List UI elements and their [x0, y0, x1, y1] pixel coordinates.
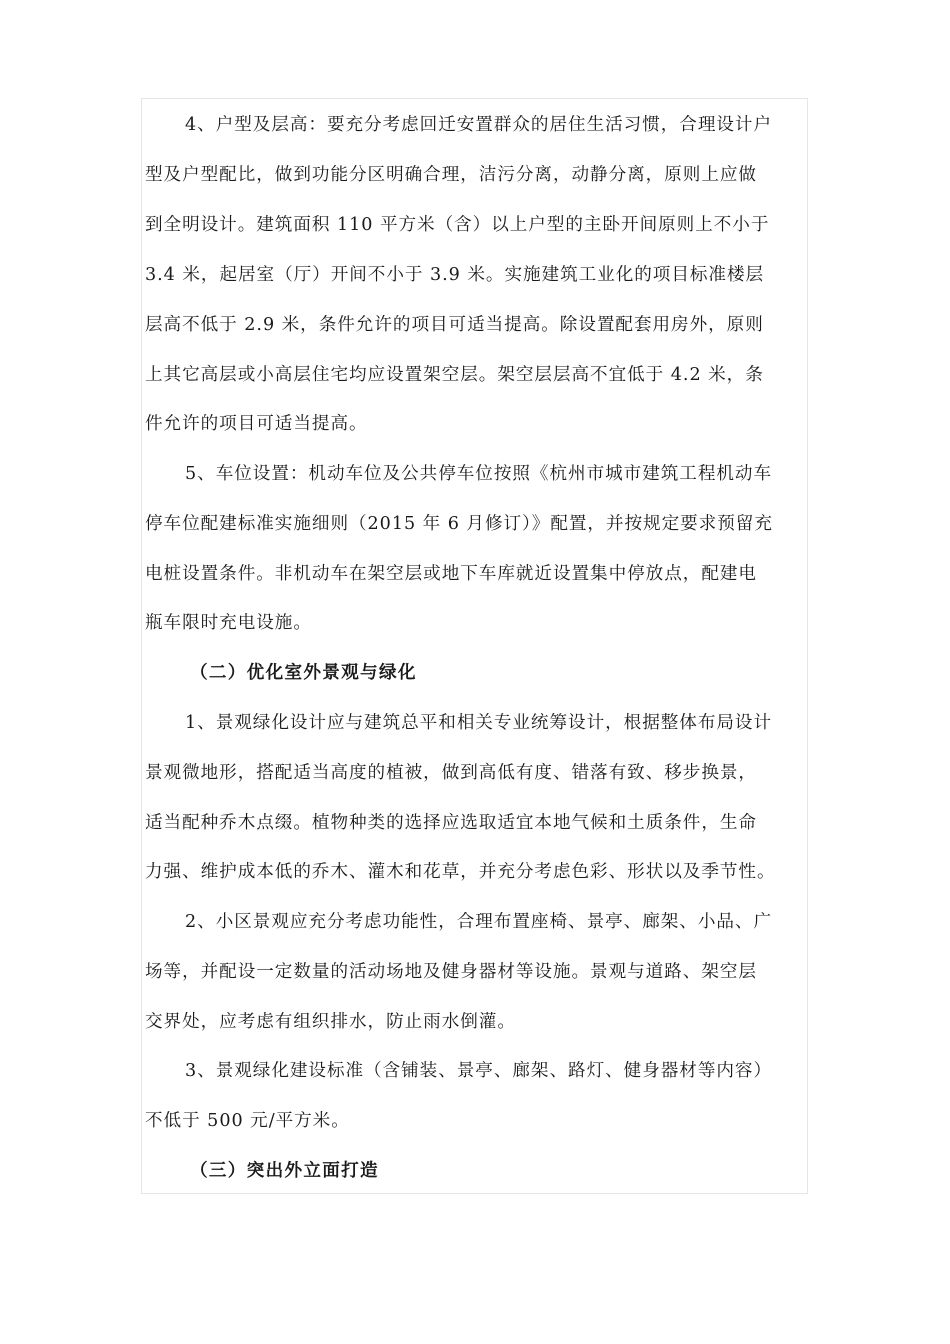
paragraph-4-line-5: 层高不低于 2.9 米，条件允许的项目可适当提高。除设置配套用房外，原则 [145, 315, 764, 335]
landscape-item-1-line-3: 适当配种乔木点缀。植物种类的选择应选取适宜本地气候和土质条件，生命 [145, 813, 757, 833]
paragraph-4-line-3: 到全明设计。建筑面积 110 平方米（含）以上户型的主卧开间原则上不小于 [145, 215, 770, 235]
landscape-item-3-line-2: 不低于 500 元/平方米。 [145, 1111, 350, 1131]
landscape-item-1-line-1: 1、景观绿化设计应与建筑总平和相关专业统筹设计，根据整体布局设计 [185, 713, 773, 733]
paragraph-5-line-4: 瓶车限时充电设施。 [145, 613, 312, 633]
paragraph-5-line-2: 停车位配建标准实施细则（2015 年 6 月修订）》配置，并按规定要求预留充 [145, 514, 773, 534]
section-heading-2: （二）优化室外景观与绿化 [190, 662, 417, 683]
landscape-item-3-line-1: 3、景观绿化建设标准（含铺装、景亭、廊架、路灯、健身器材等内容） [185, 1061, 773, 1081]
paragraph-4-line-6: 上其它高层或小高层住宅均应设置架空层。架空层层高不宜低于 4.2 米，条 [145, 365, 764, 385]
paragraph-5-line-1: 5、车位设置：机动车位及公共停车位按照《杭州市城市建筑工程机动车 [185, 464, 773, 484]
landscape-item-2-line-2: 场等，并配设一定数量的活动场地及健身器材等设施。景观与道路、架空层 [145, 962, 757, 982]
landscape-item-2-line-1: 2、小区景观应充分考虑功能性，合理布置座椅、景亭、廊架、小品、广 [185, 912, 773, 932]
section-heading-3: （三）突出外立面打造 [190, 1160, 379, 1181]
landscape-item-1-line-2: 景观微地形，搭配适当高度的植被，做到高低有度、错落有致、移步换景， [145, 763, 757, 783]
landscape-item-2-line-3: 交界处，应考虑有组织排水，防止雨水倒灌。 [145, 1012, 516, 1032]
paragraph-4-line-7: 件允许的项目可适当提高。 [145, 414, 368, 434]
paragraph-5-line-3: 电桩设置条件。非机动车在架空层或地下车库就近设置集中停放点，配建电 [145, 564, 757, 584]
landscape-item-1-line-4: 力强、维护成本低的乔木、灌木和花草，并充分考虑色彩、形状以及季节性。 [145, 862, 776, 882]
paragraph-4-line-4: 3.4 米，起居室（厅）开间不小于 3.9 米。实施建筑工业化的项目标准楼层 [145, 265, 765, 285]
paragraph-4-line-2: 型及户型配比，做到功能分区明确合理，洁污分离，动静分离，原则上应做 [145, 165, 757, 185]
paragraph-4-line-1: 4、户型及层高：要充分考虑回迁安置群众的居住生活习惯，合理设计户 [185, 115, 773, 135]
